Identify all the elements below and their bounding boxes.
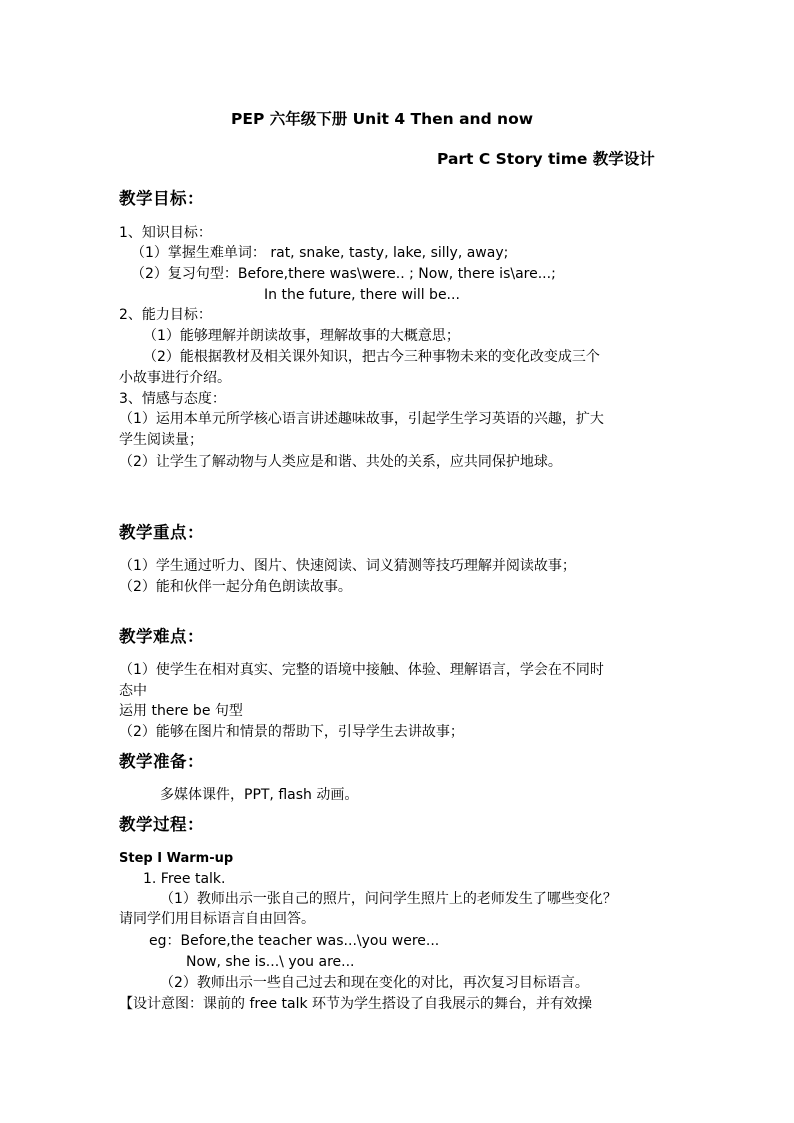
doc-subtitle: Part C Story time 教学设计 [437,150,655,168]
key-points-heading: 教学重点： [119,523,204,542]
key-point-2: （2）能和伙伴一起分角色朗读故事。 [119,579,352,595]
knowledge-item-1: （1）掌握生难单词： rat, snake, tasty, lake, silly, away; [131,245,509,261]
difficulty-1-cont2: 运用 there be 句型 [119,703,243,719]
objectives-heading: 教学目标： [119,189,204,208]
emotion-item-1-cont: 学生阅读量； [119,432,203,448]
ability-item-1: （1）能够理解并朗读故事，理解故事的大概意思； [143,328,460,344]
emotion-item-2: （2）让学生了解动物与人类应是和谐、共处的关系，应共同保护地球。 [119,454,562,470]
preparation-text: 多媒体课件，PPT, flash 动画。 [160,787,359,803]
design-intent: 【设计意图：课前的 free talk 环节为学生搭设了自我展示的舞台，并有效操 [119,996,593,1012]
knowledge-title: 1、知识目标： [119,225,212,241]
knowledge-item-2-cont: In the future, there will be... [264,287,460,303]
free-talk-item: 1. Free talk. [143,871,226,887]
knowledge-item-2: （2）复习句型：Before,there was\were.. ; Now, there is\are...; [131,266,556,282]
ability-title: 2、能力目标： [119,307,212,323]
emotion-item-1: （1）运用本单元所学核心语言讲述趣味故事，引起学生学习英语的兴趣，扩大 [119,411,604,427]
ability-item-2: （2）能根据教材及相关课外知识，把古今三种事物未来的变化改变成三个 [143,349,600,365]
example-line-1: eg：Before,the teacher was...\you were... [149,933,440,949]
process-heading: 教学过程： [119,815,204,834]
difficulties-heading: 教学难点： [119,627,204,646]
key-point-1: （1）学生通过听力、图片、快速阅读、词义猜测等技巧理解并阅读故事； [119,558,576,574]
preparation-heading: 教学准备： [119,752,204,771]
emotion-title: 3、情感与态度： [119,391,226,407]
example-line-2: Now, she is...\ you are... [186,954,355,970]
ability-item-2-cont: 小故事进行介绍。 [119,370,231,386]
process-step-1: （1）教师出示一张自己的照片，问问学生照片上的老师发生了哪些变化？ [160,891,617,907]
process-step-1-cont: 请同学们用目标语言自由回答。 [119,911,315,927]
process-step-2: （2）教师出示一些自己过去和现在变化的对比，再次复习目标语言。 [160,975,589,991]
step-1-heading: Step Ⅰ Warm-up [119,851,234,866]
difficulty-2: （2）能够在图片和情景的帮助下，引导学生去讲故事； [119,724,464,740]
difficulty-1: （1）使学生在相对真实、完整的语境中接触、体验、理解语言，学会在不同时 [119,662,604,678]
doc-title: PEP 六年级下册 Unit 4 Then and now [231,110,534,128]
difficulty-1-cont: 态中 [119,683,147,699]
